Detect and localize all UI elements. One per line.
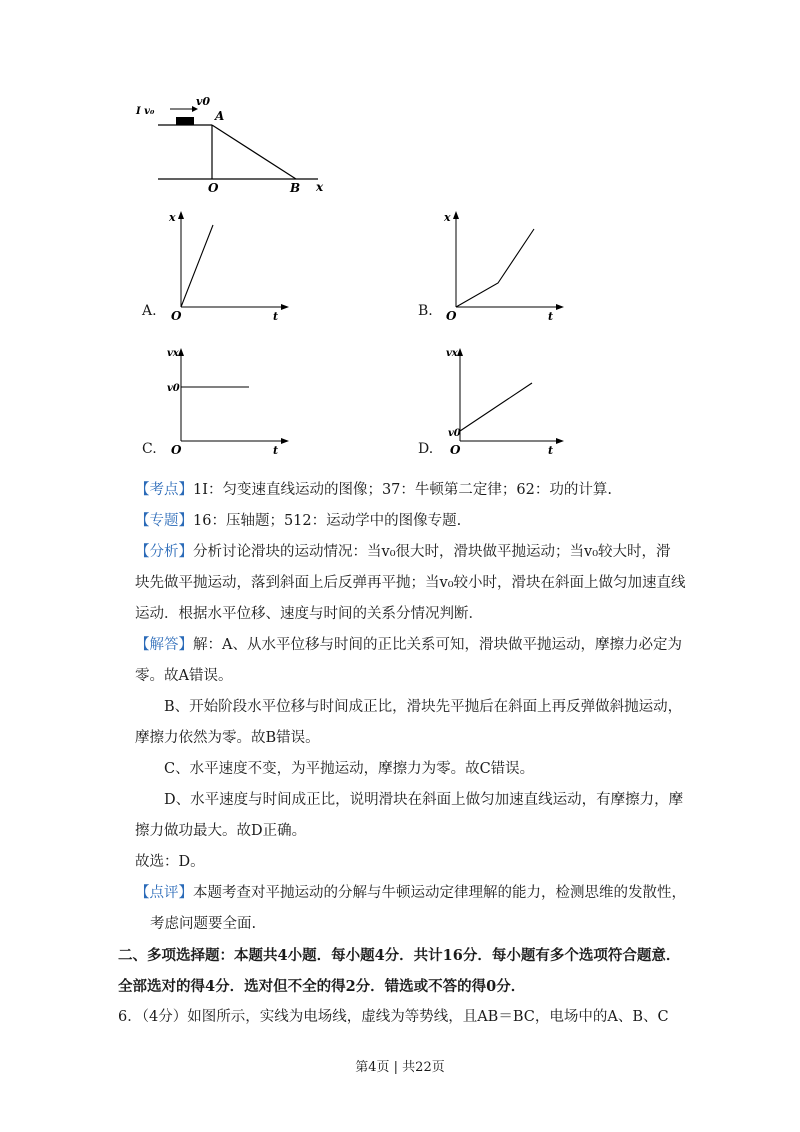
- dianping-line-2: 考虑问题要全面.: [150, 916, 257, 932]
- graph-a-line: [181, 225, 213, 307]
- zhuanti-line: [135, 513, 461, 530]
- jieda-line-4: 摩擦力依然为零。故B错误。: [135, 730, 320, 746]
- graph-c: [165, 342, 295, 462]
- graph-b-origin: O: [446, 309, 457, 323]
- jieda-line-8: 故选：D。: [135, 854, 205, 870]
- graph-a-x-label: t: [273, 310, 279, 323]
- graph-c-origin: O: [171, 443, 182, 457]
- graph-c-v0-label: v0: [167, 383, 180, 394]
- graph-c-x-label: t: [273, 444, 279, 457]
- graph-a-origin: O: [171, 309, 182, 323]
- graph-d: [440, 342, 570, 462]
- kaodian-text: 1I：匀变速直线运动的图像；37：牛顿第二定律；62：功的计算.: [193, 482, 612, 498]
- slope-figure: [130, 95, 340, 195]
- jieda-line-7: 擦力做功最大。故D正确。: [135, 823, 307, 839]
- jieda-line-6: D、水平速度与时间成正比，说明滑块在斜面上做匀加速直线运动，有摩擦力，摩: [164, 792, 684, 808]
- fenxi-text-1: 分析讨论滑块的运动情况：当v₀很大时，滑块做平抛运动；当v₀较大时，滑: [193, 544, 671, 560]
- option-d-label: D.: [418, 441, 434, 457]
- option-c-label: C.: [142, 441, 157, 457]
- figure-v0-label: v0: [196, 95, 211, 108]
- graph-b-y-label: x: [444, 211, 451, 224]
- graph-d-origin: O: [450, 443, 461, 457]
- graph-a-y-label: x: [169, 211, 176, 224]
- jieda-line-5: C、水平速度不变，为平抛运动，摩擦力为零。故C错误。: [164, 761, 535, 777]
- kaodian-line: [135, 482, 612, 499]
- zhuanti-text: 16：压轴题；512：运动学中的图像专题.: [193, 513, 462, 529]
- graph-d-y-label: vx: [446, 348, 458, 359]
- jieda-line-2: 零。故A错误。: [135, 668, 233, 684]
- dianping-tag: 【点评】: [135, 885, 193, 901]
- point-b-label: B: [290, 181, 301, 195]
- point-a-label: A: [215, 109, 225, 123]
- zhuanti-tag: 【专题】: [135, 513, 193, 529]
- figure-v-label: Ⅰ v₀: [136, 106, 155, 117]
- dianping-text-1: 本题考查对平抛运动的分解与牛顿运动定律理解的能力，检测思维的发散性，: [193, 885, 686, 901]
- incline-line: [212, 125, 296, 179]
- page-footer: 第4页 | 共22页: [355, 1060, 445, 1075]
- section2-line-1: 二、多项选择题：本题共4小题．每小题4分．共计16分．每小题有多个选项符合题意．: [118, 947, 681, 964]
- option-a-label: A.: [142, 303, 157, 319]
- kaodian-tag: 【考点】: [135, 482, 193, 498]
- fenxi-line-3: 运动．根据水平位移、速度与时间的关系分情况判断．: [135, 606, 483, 622]
- section2-line-2: 全部选对的得4分．选对但不全的得2分．错选或不答的得0分．: [118, 978, 526, 995]
- fenxi-line-1: [135, 544, 671, 561]
- graph-d-line: [460, 383, 532, 431]
- jieda-line-3: B、开始阶段水平位移与时间成正比，滑块先平抛后在斜面上再反弹做斜抛运动，: [164, 699, 683, 715]
- graph-b-line: [456, 229, 534, 307]
- graph-b: [440, 205, 570, 325]
- fenxi-tag: 【分析】: [135, 544, 193, 560]
- question-6-line: 6．（4分）如图所示，实线为电场线，虚线为等势线，且AB＝BC，电场中的A、B、C: [118, 1009, 669, 1025]
- graph-d-x-label: t: [548, 444, 554, 457]
- graph-c-y-label: vx: [167, 348, 179, 359]
- point-o-label: O: [208, 181, 219, 195]
- axis-x-label: x: [316, 180, 324, 194]
- graph-a: [165, 205, 295, 325]
- fenxi-line-2: 块先做平抛运动，落到斜面上后反弹再平抛；当v₀较小时，滑块在斜面上做匀加速直线: [135, 575, 686, 591]
- dianping-line-1: [135, 885, 686, 902]
- option-b-label: B.: [418, 303, 433, 319]
- jieda-line-1: [135, 637, 682, 654]
- graph-b-x-label: t: [548, 310, 554, 323]
- graph-d-v0-label: v0: [448, 428, 461, 439]
- slider-block: [176, 117, 194, 125]
- jieda-tag: 【解答】: [135, 637, 193, 653]
- jieda-text-1: 解：A、从水平位移与时间的正比关系可知，滑块做平抛运动，摩擦力必定为: [193, 637, 682, 653]
